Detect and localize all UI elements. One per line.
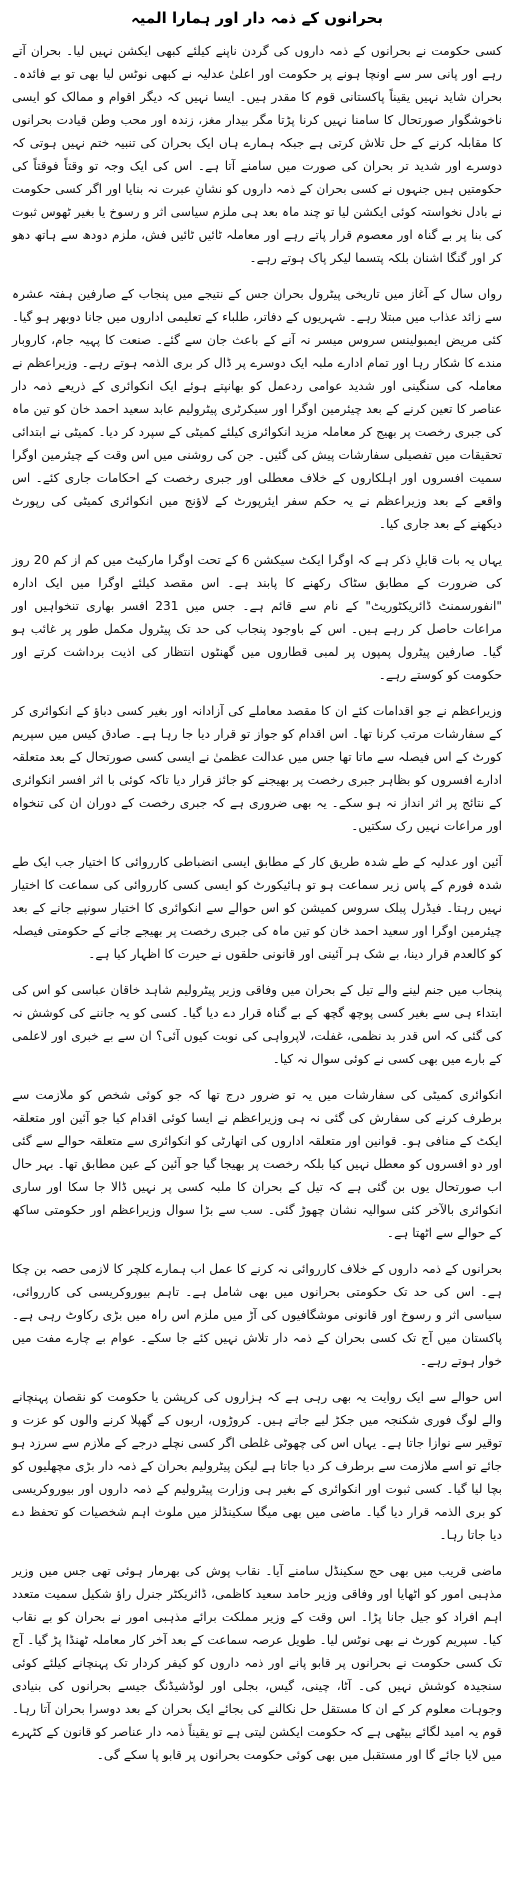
article-paragraph: وزیراعظم نے جو اقدامات کئے ان کا مقصد معاملے کی آزادانہ اور بغیر کسی دباؤ کے انکوائری کر کے سفارشات مرتب کرنا تھا۔ اس اقدام کو جواز تو قرار دیا جا رہا ہے۔ صادق کیس میں سپریم کورٹ کے اس فیصلہ سے ماتا تھا جس میں عدالت عظمیٰ نے ایسی کسی صورتحال کے بعد متعلقہ ادارے افسروں کو بظاہر جبری رخصت پر بھیجنے کو جائز قرار دیا تاکہ کوئی با اثر افسر انکوائری کے نتائج پر اثر انداز نہ ہو سکے۔ یہ بھی ضروری ہے کہ جبری رخصت کے دوران ان کی تنخواہ اور مراعات نہیں رک سکتیں۔ [12,704,502,833]
article-paragraph: یہاں یہ بات قابلِ ذکر ہے کہ اوگرا ایکٹ سیکشن 6 کے تحت اوگرا مارکیٹ میں کم از کم 20 روز کی ضرورت کے مطابق سٹاک رکھنے کا پابند ہے۔ اس مقصد کیلئے اوگرا میں ایک ادارہ "انفورسمنٹ ڈائریکٹوریٹ" کے نام سے قائم ہے۔ جس میں 231 افسر بھاری تنخواہیں اور مراعات حاصل کر رہے ہیں۔ اس کے باوجود پنجاب کی حد تک پیٹرول مکمل طور پر غائب ہو گیا۔ صارفین پیٹرول پمپوں پر لمبی قطاروں میں گھنٹوں انتظار کی اذیت برداشت کرتے اور حکومت کو کوستے رہے۔ [12,553,502,682]
article-paragraph: اس حوالے سے ایک روایت یہ بھی رہی ہے کہ ہزاروں کی کرپشن یا حکومت کو نقصان پہنچانے والے لوگ فوری شکنجہ میں جکڑ لیے جاتے ہیں۔ کروڑوں، اربوں کے گھپلا کرنے والوں کو عزت و توقیر سے نوازا جاتا ہے۔ یہاں اس کی چھوٹی غلطی اگر کسی نچلے درجے کے ملازم سے سرزد ہو جائے تو اسے ملازمت سے برطرف کر دیا جاتا ہے لیکن پیٹرولیم بحران کے ذمہ دار بڑی مچھلیوں کو بچا لیا گیا۔ کسی ثبوت اور انکوائری کے بغیر ہی وزارت پیٹرولیم کے ذمہ داروں اور بیوروکریسی کو بری الذمہ قرار دیا گیا۔ ماضی میں بھی میگا سکینڈلز میں ملوث اہم شخصیات کو تحفظ دے دیا جاتا رہا۔ [12,1390,502,1542]
article-paragraph: انکوائری کمیٹی کی سفارشات میں یہ تو ضرور درج تھا کہ جو کوئی شخص کو ملازمت سے برطرف کرنے کی سفارش کی گئی نہ ہی وزیراعظم نے ایسا کوئی اقدام کیا جو آئین اور متعلقہ ایکٹ کے منافی ہو۔ قوانین اور متعلقہ اداروں کی اتھارٹی کو انکوائری سے متعلقہ حوالے سے گئی اور دو افسروں کو معطل نہیں کیا بلکہ رخصت پر بھیجا گیا جو آئین کے عین مطابق تھا۔ بہر حال اب صورتحال یوں بن گئی ہے کہ تیل کے بحران کا ملبہ کسی پر نہیں ڈالا جا سکا اور ساری انکوائری بالآخر کئی سوالیہ نشان چھوڑ گئی۔ سب سے بڑا سوال وزیراعظم اور حکومتی ساکھ کے حوالے سے اٹھتا ہے۔ [12,1088,502,1240]
article-paragraph: کسی حکومت نے بحرانوں کے ذمہ داروں کی گردن ناپنے کیلئے کبھی ایکشن نہیں لیا۔ بحران آتے رہے اور پانی سر سے اونچا ہونے پر حکومت اور اعلیٰ عدلیہ نے کبھی نوٹس لیا بھی تو بے فائدہ۔ بحران شاید نہیں یقیناً پاکستانی قوم کا مقدر ہیں۔ ایسا نہیں کہ دیگر اقوام و ممالک کو ایسی ناخوشگوار صورتحال کا سامنا نہیں کرنا پڑتا مگر بیدار مغز، زندہ اور محب وطن قیادت بحرانوں کا مقابلہ کرنے کے حل تلاش کرتی ہے جبکہ ہمارے ہاں ایک بحران کی تنبیہ ختم نہیں ہوتی کہ دوسرے اور شدید تر بحران کی صورت میں سامنے آتا ہے۔ اس کی ایک وجہ تو وقتاً فوقتاً کی حکومتیں ہیں جنہوں نے کسی بحران کے ذمہ داروں کو نشانِ عبرت نہ بنایا اور اگر کسی حکومت نے بادل نخواستہ کوئی ایکشن لیا تو چند ماہ بعد ہی ملزم سیاسی اثر و رسوخ یا بغیر ٹھوس ثبوت کی بنا پر بے گناہ اور معصوم قرار پاتے رہے اور معاملہ ٹائیں ٹائیں فش، ملزم دودھ سے ہاتھ دھو کر اور گنگا اشنان بلکہ پتسما لیکر پاک ہوتے رہے۔ [12,44,502,265]
article-paragraph: بحرانوں کے ذمہ داروں کے خلاف کارروائی نہ کرنے کا عمل اب ہمارے کلچر کا لازمی حصہ بن چکا ہے۔ اس کی حد تک حکومتی بحرانوں میں بھی شامل ہے۔ تاہم بیوروکریسی کی کارروائی، سیاسی اثر و رسوخ اور قانونی موشگافیوں کی آڑ میں ملزم اس راہ میں بڑی رکاوٹ رہی ہے۔ پاکستان میں آج تک کسی بحران کے ذمہ دار تلاش نہیں کئے جا سکے۔ عوام بے چارے مفت میں خوار ہوتے رہے۔ [12,1262,502,1368]
article-paragraph: ماضی قریب میں بھی حج سکینڈل سامنے آیا۔ نقاب پوش کی بھرمار ہوئی تھی جس میں وزیر مذہبی امور کو اٹھایا اور وفاقی وزیر حامد سعید کاظمی، ڈائریکٹر جنرل راؤ شکیل سمیت متعدد اہم افراد کو جیل جانا پڑا۔ اس وقت کے وزیر مملکت برائے مذہبی امور نے بحران کو بے نقاب کیا۔ سپریم کورٹ نے بھی نوٹس لیا۔ طویل عرصہ سماعت کے بعد آخر کار معاملہ ٹھنڈا پڑ گیا۔ آج تک کسی حکومت نے بحرانوں پر قابو پانے اور ذمہ داروں کو کیفر کردار تک پہنچانے کیلئے کوئی سنجیدہ کوشش نہیں کی۔ آٹا، چینی، گیس، بجلی اور لوڈشیڈنگ جیسے بحرانوں کی بنیادی وجوہات معلوم کر کے ان کا مستقل حل نکالنے کی بجائے ایک بحران کے بعد دوسرا بحران آتا رہا۔ قوم یہ امید لگائے بیٹھی ہے کہ حکومت ایکشن لیتی ہے تو یقیناً ذمہ دار عناصر کو قانون کے کٹہرے میں لایا جائے گا اور مستقبل میں بھی کوئی حکومت بحرانوں پر قابو پا سکے گی۔ [11,1564,502,1762]
article-paragraph: رواں سال کے آغاز میں تاریخی پیٹرول بحران جس کے نتیجے میں پنجاب کے صارفین ہفتہ عشرہ سے زائد عذاب میں مبتلا رہے۔ شہریوں کے دفاتر، طلباء کے تعلیمی اداروں میں جانا دوبھر ہو گیا۔ کئی مریض ایمبولینس سروس میسر نہ آنے کے باعث جان سے گئے۔ صنعت کا پہیہ جام، کاروبار مندے کا شکار رہا اور تمام ادارے ملبہ ایک دوسرے پر ڈال کر بری الذمہ ہوتے رہے۔ وزیراعظم نے معاملہ کی سنگینی اور شدید عوامی ردعمل کو بھانپتے ہوئے ایک انکوائری کے ذریعے ذمہ دار عناصر کا تعین کرنے کے بعد چیئرمین اوگرا اور سیکرٹری پیٹرولیم عابد سعید احمد خان کو تین ماہ کی جبری رخصت پر بھیج کر معاملہ مزید انکوائری کیلئے کمیٹی کے سپرد کر دیا۔ کمیٹی نے ابتدائی تحقیقات میں تفصیلی سفارشات پیش کی گئیں۔ جن کی روشنی میں اس وقت کے چیئرمین اوگرا سمیت افسروں اور اہلکاروں کے خلاف معطلی اور جبری رخصت کے احکامات جاری کئے۔ اس واقعے کے بعد وزیراعظم نے یہ حکم سفر ایئرپورٹ کے لاؤنج میں انکوائری کمیٹی کی رپورٹ دیکھنے کے بعد جاری کیا۔ [12,287,502,531]
article-paragraph: پنجاب میں جنم لینے والے تیل کے بحران میں وفاقی وزیر پیٹرولیم شاہد خاقان عباسی کو اس کی ابتداء ہی سے بغیر کسی پوچھ گچھ کے بے گناہ قرار دے دیا گیا۔ کسی کو یہ جاننے کی کوشش نہ کی گئی کہ اس قدر بد نظمی، غفلت، لاپرواہی کی نوبت کیوں آئی؟ ان سے بے خبری اور لاعلمی کے بارے میں بھی کسی نے کوئی سوال نہ کیا۔ [12,983,502,1066]
article-paragraph: آئین اور عدلیہ کے طے شدہ طریق کار کے مطابق ایسی انضباطی کارروائی کا اختیار جب ایک طے شدہ فورم کے پاس زیر سماعت ہو تو ہائیکورٹ کو ایسی کسی کارروائی کی سماعت کا اختیار نہیں رہتا۔ فیڈرل پبلک سروس کمیشن کو اس حوالے سے انکوائری کا اختیار سونپے جانے کے بعد چیئرمین اوگرا اور سعید احمد خان کو تین ماہ کی جبری رخصت پر بھیجے جانے کے حکومتی فیصلہ کو کالعدم قرار دینا، بے شک ہر آئینی اور قانونی حلقوں نے حیرت کا اظہار کیا ہے۔ [12,855,502,961]
article-title: بحرانوں کے ذمہ دار اور ہمارا المیہ [131,9,383,27]
